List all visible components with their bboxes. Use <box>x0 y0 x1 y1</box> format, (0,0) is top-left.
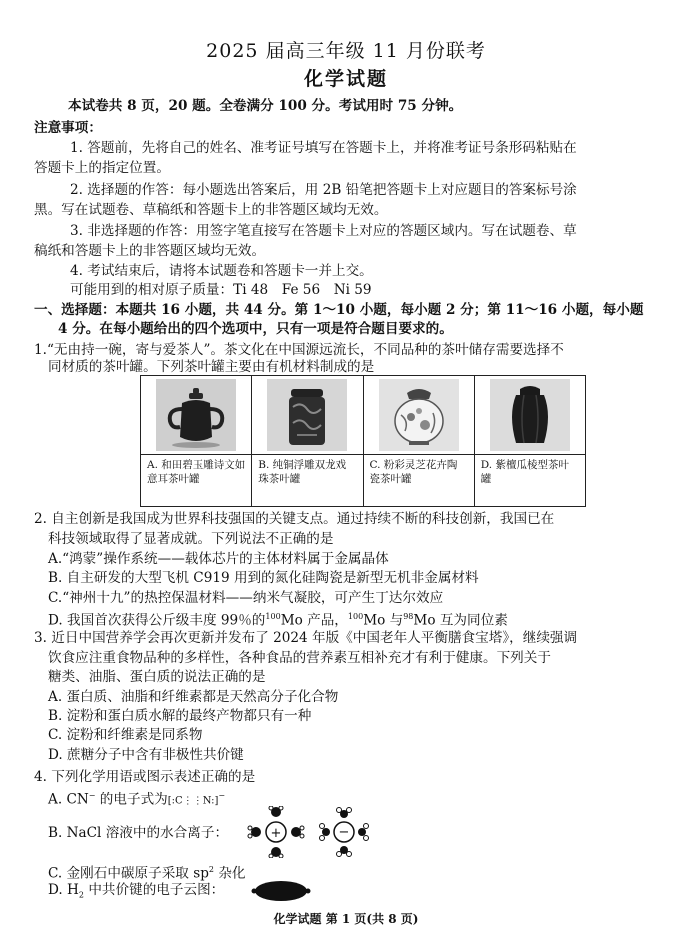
notice-item-2: 2. 选择题的作答：每小题选出答案后，用 2B 铅笔把答题卡上对应题目的答案标号涂 <box>70 182 577 198</box>
q3-stem-cont-2: 糖类、油脂、蛋白质的说法正确的是 <box>48 669 266 685</box>
rosewood-tea-jar-image <box>475 376 585 455</box>
exam-intro: 本试卷共 8 页，20 题。全卷满分 100 分。考试用时 75 分钟。 <box>68 98 463 114</box>
svg-text:−: − <box>338 825 350 840</box>
exam-title: 2025 届高三年级 11 月份联考 <box>206 40 486 62</box>
q4-option-d-text-2: 中共价键的电子云图： <box>84 882 225 898</box>
q4-option-c-text-2: 杂化 <box>214 865 246 882</box>
jade-tea-jar-image <box>141 376 251 455</box>
q1-option-table <box>140 375 586 507</box>
q4-option-d-sub: 2 <box>78 890 85 900</box>
q1-option-a-cell <box>141 376 252 506</box>
q4-stem: 4. 下列化学用语或图示表述正确的是 <box>34 769 256 785</box>
q3-option-d: D. 蔗糖分子中含有非极性共价键 <box>48 747 244 763</box>
notice-heading: 注意事项： <box>34 120 102 136</box>
q3-option-a: A. 蛋白质、油脂和纤维素都是天然高分子化合物 <box>48 689 339 705</box>
copper-tea-jar-image <box>252 376 362 455</box>
q2-option-d-mass-3: 98 <box>403 612 414 621</box>
cn-electron-formula-charge: − <box>218 791 226 800</box>
q4-option-c-sup: 2 <box>208 865 214 874</box>
q4-option-d-text-1: D. H <box>48 882 79 898</box>
cn-electron-formula: [:C⋮⋮N:] <box>167 795 219 807</box>
hydrated-cation <box>248 806 304 858</box>
hydrated-anion <box>320 808 369 857</box>
q2-stem-cont: 科技领域取得了显著成就。下列说法不正确的是 <box>48 531 334 547</box>
atomic-mass-line: 可能用到的相对原子质量：Ti 48 Fe 56 Ni 59 <box>70 282 372 298</box>
q1-option-d: D. 紫檀瓜棱型茶叶罐 <box>480 459 569 485</box>
notice-item-4: 4. 考试结束后，请将本试题卷和答题卡一并上交。 <box>70 263 373 279</box>
section-1-heading-cont: 4 分。在每小题给出的四个选项中，只有一项是符合题目要求的。 <box>58 321 453 337</box>
q2-option-a: A.“鸿蒙”操作系统——载体芯片的主体材料属于金属晶体 <box>48 551 389 567</box>
q3-option-b: B. 淀粉和蛋白质水解的最终产物都只有一种 <box>48 708 312 724</box>
q1-stem: 1.“无由持一碗，寄与爱茶人”。茶文化在中国源远流长，不同品种的茶叶储存需要选择不 <box>34 342 564 358</box>
q4-option-a-text-2: 的电子式为 <box>95 791 168 808</box>
q2-stem: 2. 自主创新是我国成为世界科技强国的关键支点。通过持续不断的科技创新，我国已在 <box>34 511 555 527</box>
porcelain-tea-jar-image <box>364 376 474 455</box>
q1-option-b: B. 纯铜浮雕双龙戏珠茶叶罐 <box>258 459 347 485</box>
q1-option-d-cell <box>475 376 585 506</box>
exam-subject: 化学试题 <box>303 68 388 90</box>
electron-cloud-diagram <box>250 879 312 903</box>
notice-item-2-cont: 黑。写在试题卷、草稿纸和答题卡上的非答题区域均无效。 <box>34 202 388 218</box>
q4-option-a-charge: − <box>88 791 96 800</box>
q2-option-b: B. 自主研发的大型飞机 C919 用到的氮化硅陶瓷是新型无机非金属材料 <box>48 570 479 586</box>
q1-option-c: C. 粉彩灵芝花卉陶瓷茶叶罐 <box>369 459 458 485</box>
q4-option-b: B. NaCl 溶液中的水合离子： <box>48 825 229 841</box>
q2-option-d-text-2: Mo 产品， <box>280 612 348 629</box>
notice-item-3-cont: 稿纸和答题卡上的非答题区域均无效。 <box>34 243 266 259</box>
notice-item-1: 1. 答题前，先将自己的姓名、准考证号填写在答题卡上，并将准考证号条形码粘贴在 <box>70 140 577 156</box>
q2-option-d-text-1: D. 我国首次获得公斤级丰度 99％的 <box>48 612 266 629</box>
q2-option-d-text-3: Mo 与 <box>363 612 404 629</box>
hydrated-ion-diagram <box>246 806 376 858</box>
q4-option-a-text-1: A. CN <box>48 791 89 808</box>
q3-option-c: C. 淀粉和纤维素是同系物 <box>48 727 203 743</box>
q4-option-c-text-1: C. 金刚石中碳原子采取 sp <box>48 865 209 882</box>
q1-option-a: A. 和田碧玉雕诗文如意耳茶叶罐 <box>147 459 246 485</box>
section-1-heading: 一、选择题：本题共 16 小题，共 44 分。第 1～10 小题，每小题 2 分；第 11～16 小题，每小题 <box>34 302 644 318</box>
notice-item-3: 3. 非选择题的作答：用签字笔直接写在答题卡上对应的答题区域内。写在试题卷、草 <box>70 223 577 239</box>
svg-text:+: + <box>270 826 282 841</box>
q2-option-d <box>48 607 678 631</box>
q2-option-d-text-4: Mo 互为同位素 <box>413 612 508 629</box>
page-footer: 化学试题 第 1 页(共 8 页) <box>273 912 419 926</box>
q1-option-b-cell <box>252 376 363 506</box>
q3-stem-cont-1: 饮食应注重食物品种的多样性，各种食品的营养素互相补充才有利于健康。下列关于 <box>48 650 551 666</box>
q2-option-d-mass-2: 100 <box>347 612 364 621</box>
notice-item-1-cont: 答题卡上的指定位置。 <box>34 160 170 176</box>
q1-stem-cont: 同材质的茶叶罐。下列茶叶罐主要由有机材料制成的是 <box>48 359 375 375</box>
q4-option-d <box>48 880 678 906</box>
q2-option-d-mass-1: 100 <box>265 612 281 621</box>
q1-option-c-cell <box>364 376 475 506</box>
q3-stem: 3. 近日中国营养学会再次更新并发布了 2024 年版《中国老年人平衡膳食宝塔》，继续强调 <box>34 630 578 646</box>
q2-option-c: C.“神州十九”的热控保温材料——纳米气凝胶，可产生丁达尔效应 <box>48 590 444 606</box>
